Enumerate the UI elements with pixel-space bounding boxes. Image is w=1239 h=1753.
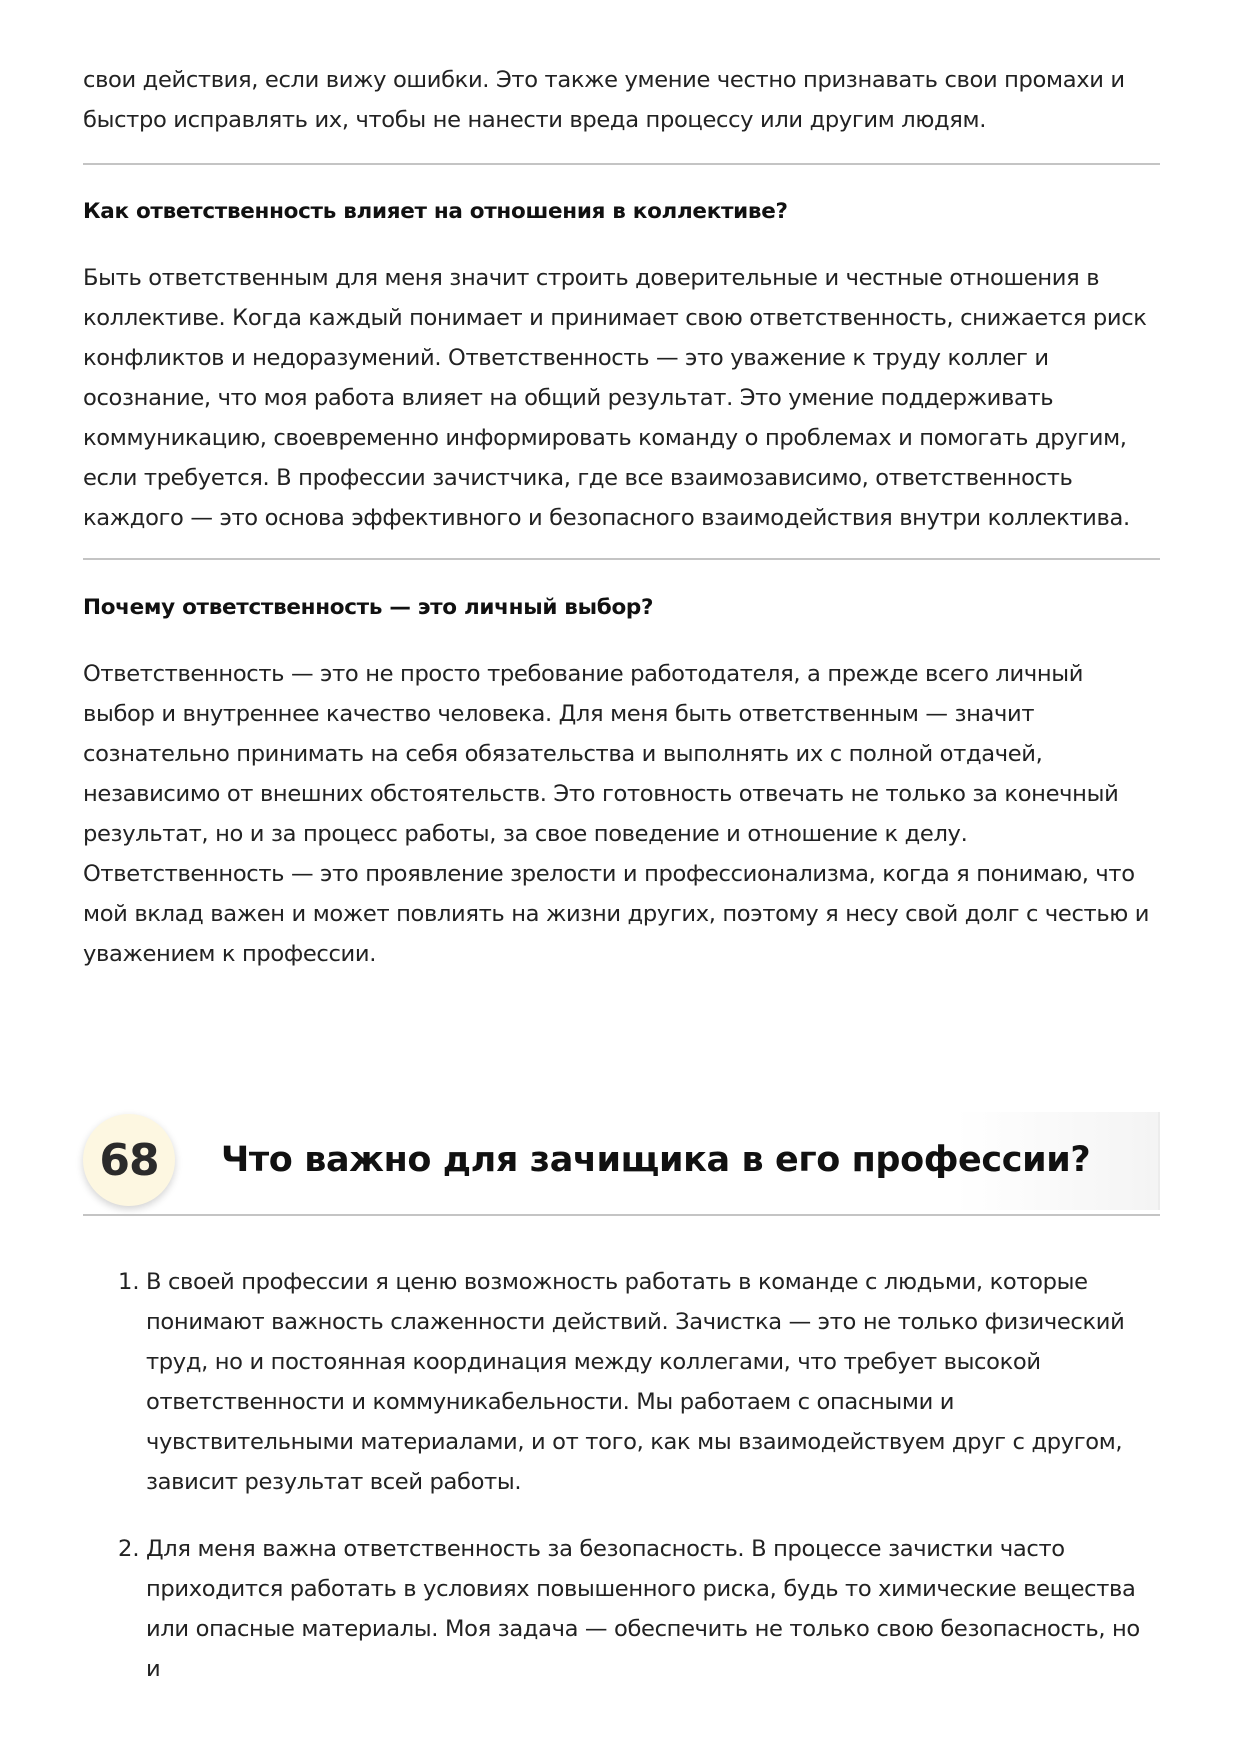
list-item <box>83 1529 1160 1689</box>
section-header <box>83 1112 1160 1212</box>
question-heading: Почему ответственность — это личный выбор? <box>83 595 654 620</box>
list-item <box>83 1262 1160 1502</box>
question-answer: Ответственность — это не просто требование работодателя, а прежде всего личный выбор и внутреннее качество человека. Для меня быть ответственным — значит сознательно принимать на себя обязательства и выполнять их с полной отдачей, независимо от внешних обстоятельств. Это готовность отвечать не только за конечный результат, но и за процесс работы, за свое поведение и отношение к делу. Ответственность — это проявление зрелости и профессионализма, когда я понимаю, что мой вклад важен и может повлиять на жизни других, поэтому я несу свой долг с честью и уважением к профессии. <box>83 661 1150 967</box>
list-item-number: 2. <box>118 1536 140 1562</box>
question-answer: Быть ответственным для меня значит строить доверительные и честные отношения в коллективе. Когда каждый понимает и принимает свою ответственность, снижается риск конфликтов и недоразумений. Ответственность — это уважение к труду коллег и осознание, что моя работа влияет на общий результат. Это умение поддерживать коммуникацию, своевременно информировать команду о проблемах и помогать другим, если требуется. В профессии зачистчика, где все взаимозависимо, ответственность каждого — это основа эффективного и безопасного взаимодействия внутри коллектива. <box>83 265 1147 531</box>
section-divider <box>83 1214 1160 1216</box>
list-item-text: Для меня важна ответственность за безопасность. В процессе зачистки часто приходится работать в условиях повышенного риска, будь то химические вещества или опасные материалы. Моя задача — обеспечить не только свою безопасность, но и <box>146 1536 1140 1682</box>
question-number-badge: 68 <box>83 1114 175 1206</box>
list-item-text: В своей профессии я ценю возможность работать в команде с людьми, которые понимают важность слаженности действий. Зачистка — это не только физический труд, но и постоянная координация между коллегами, что требует высокой ответственности и коммуникабельности. Мы работаем с опасными и чувствительными материалами, и от того, как мы взаимодействуем друг с другом, зависит результат всей работы. <box>146 1269 1125 1495</box>
intro-paragraph: свои действия, если вижу ошибки. Это также умение честно признавать свои промахи и быстро исправлять их, чтобы не нанести вреда процессу или другим людям. <box>83 67 1125 133</box>
list-item-number: 1. <box>118 1269 140 1295</box>
section-title: Что важно для зачищика в его профессии? <box>221 1140 1091 1180</box>
answer-list <box>83 1262 1160 1716</box>
question-heading: Как ответственность влияет на отношения в коллективе? <box>83 199 788 224</box>
divider <box>83 558 1160 560</box>
divider <box>83 163 1160 165</box>
